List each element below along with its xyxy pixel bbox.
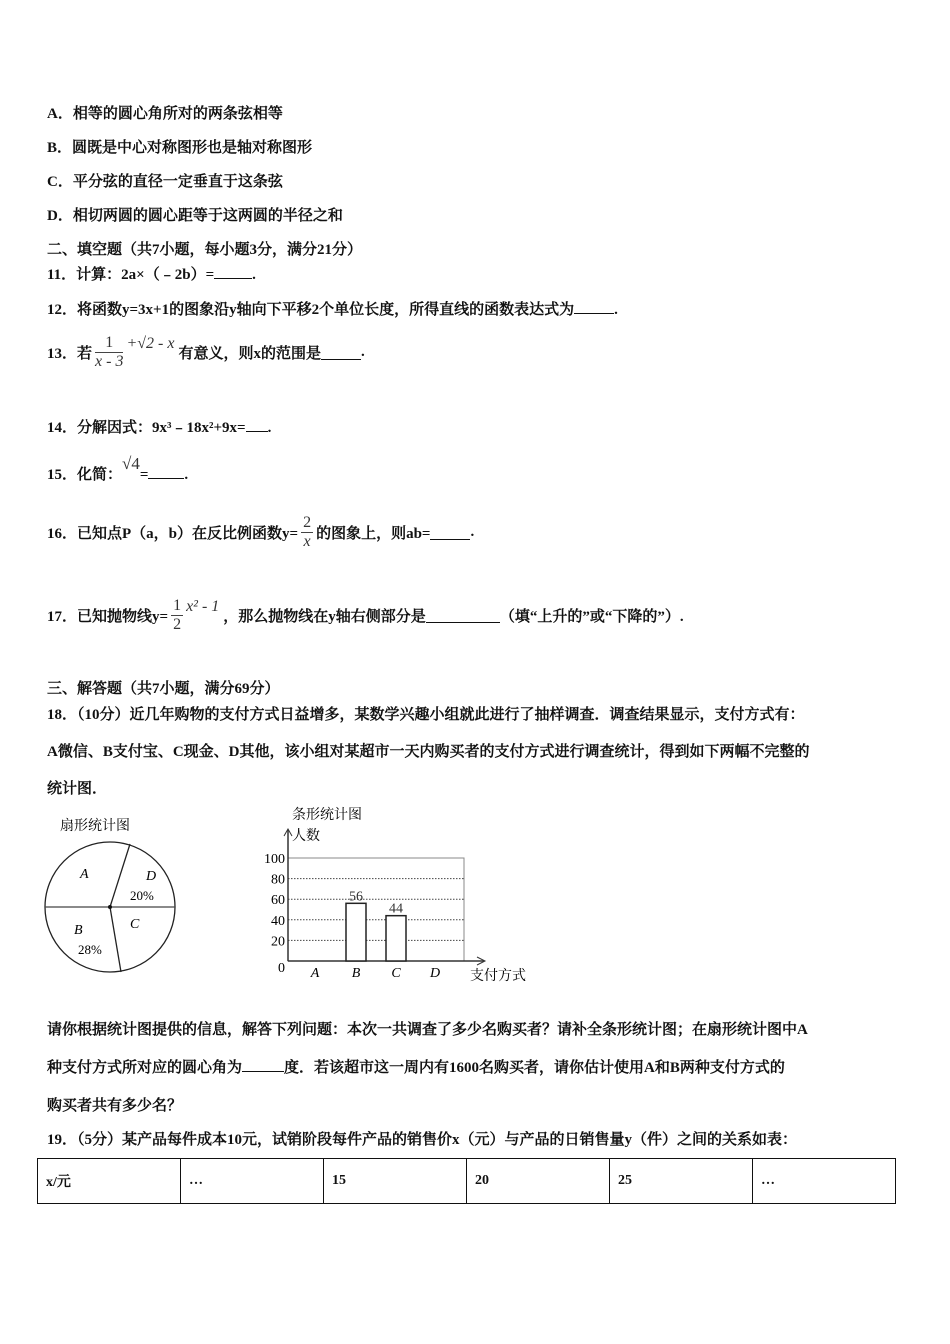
q15-end: .	[184, 467, 189, 483]
plot-frame	[288, 858, 464, 961]
q17-fraction	[171, 597, 183, 634]
numerator: 1	[173, 597, 182, 614]
bar-B	[346, 903, 366, 961]
x-tick-label: B	[351, 966, 361, 981]
q14-end: .	[267, 420, 272, 436]
table-cell: …	[181, 1159, 324, 1204]
q13-fraction	[95, 334, 123, 371]
x-axis-label: 支付方式	[470, 969, 526, 984]
bar-chart	[264, 806, 526, 984]
slice-value-d: 20%	[130, 888, 154, 903]
option-c: C．平分弦的直径一定垂直于这条弦	[47, 174, 283, 190]
slice-label-c: C	[130, 917, 140, 932]
price-sales-table	[37, 1158, 896, 1204]
q12-end: .	[614, 302, 618, 318]
answer-blank	[242, 1057, 284, 1072]
question-19: 19．（5分）某产品每件成本10元，试销阶段每件产品的销售价x（元）与产品的日销售量y（件）之间的关系如表：	[47, 1132, 798, 1148]
q18-question-line-1: 请你根据统计图提供的信息，解答下列问题：本次一共调查了多少名购买者？请补全条形统计图；在扇形统计图中A	[47, 1022, 808, 1038]
charts	[0, 800, 950, 1000]
y-tick-label: 20	[271, 934, 285, 950]
table-cell: …	[753, 1159, 896, 1204]
answer-blank	[148, 464, 184, 479]
q16-fraction	[301, 514, 313, 551]
y-tick-label: 80	[271, 872, 285, 888]
numerator: 2	[303, 514, 312, 531]
slice-label-d: D	[146, 869, 157, 884]
answer-blank	[574, 299, 614, 314]
q18-line-2: A微信、B支付宝、C现金、D其他，该小组对某超市一天内购买者的支付方式进行调查统计，得到如下两幅不完整的	[47, 744, 810, 760]
question-17	[47, 597, 684, 634]
q11-end: .	[252, 267, 256, 283]
bar-title: 条形统计图	[292, 808, 362, 823]
q16-end: .	[470, 524, 475, 540]
q17-post: ，那么抛物线在y轴右侧部分是	[223, 609, 426, 625]
answer-blank	[246, 417, 268, 432]
table-row	[38, 1159, 896, 1204]
q18-l2a: 种支付方式所对应的圆心角为	[47, 1060, 243, 1076]
section-2-heading: 二、填空题（共7小题，每小题3分，满分21分）	[47, 242, 363, 258]
data-label: 44	[389, 901, 403, 917]
q14-text: 14．分解因式：9x³﹣18x²+9x=	[47, 420, 246, 436]
question-16	[47, 514, 474, 551]
q13-end: .	[360, 344, 365, 360]
y-tick-label: 40	[271, 913, 285, 929]
q12-text: 12．将函数y=3x+1的图象沿y轴向下平移2个单位长度，所得直线的函数表达式为	[47, 302, 575, 318]
answer-blank	[321, 345, 361, 360]
pie-divider	[110, 844, 130, 907]
bar-C	[386, 916, 406, 961]
y-tick-label: 0	[278, 961, 285, 976]
q15-radical: √4	[122, 454, 140, 473]
pie-center	[108, 905, 112, 909]
question-11	[47, 263, 256, 284]
table-cell: 25	[610, 1159, 753, 1204]
table-cell: 20	[467, 1159, 610, 1204]
y-axis-label: 人数	[292, 829, 320, 844]
denominator: x - 3	[95, 353, 124, 370]
y-tick-label: 60	[271, 893, 285, 909]
q13-post: 有意义，则x的范围是	[178, 346, 321, 362]
x-tick-label: D	[429, 966, 441, 981]
option-a: A．相等的圆心角所对的两条弦相等	[47, 106, 283, 122]
numerator: 1	[95, 334, 123, 353]
q13-pre: 13．若	[47, 346, 93, 362]
pie-divider	[110, 907, 121, 972]
answer-blank	[214, 264, 252, 279]
denominator: x	[303, 533, 311, 550]
answer-blank	[430, 525, 470, 540]
y-tick-label: 100	[264, 852, 285, 867]
x-tick-label: C	[391, 966, 401, 981]
data-label: 56	[349, 889, 363, 905]
q16-pre: 16．已知点P（a，b）在反比例函数y=	[47, 526, 299, 542]
pie-title: 扇形统计图	[60, 819, 130, 834]
question-13	[47, 334, 365, 371]
q17-end: （填“上升的”或“下降的”）.	[499, 609, 684, 625]
pie-chart	[45, 817, 175, 972]
x-tick-label: A	[310, 966, 320, 981]
q18-question-line-3: 购买者共有多少名？	[47, 1098, 183, 1114]
slice-label-a: A	[80, 867, 89, 882]
slice-label-b: B	[74, 923, 83, 938]
question-14	[47, 416, 271, 437]
q18-question-line-2	[47, 1056, 785, 1077]
q17-tail: x² - 1	[186, 597, 220, 615]
q15-post: =	[139, 467, 149, 483]
q13-radical: +√2 - x	[126, 334, 175, 352]
question-12	[47, 298, 618, 319]
answer-blank	[426, 608, 500, 623]
q16-post: 的图象上，则ab=	[316, 526, 431, 542]
option-b: B．圆既是中心对称图形也是轴对称图形	[47, 140, 313, 156]
slice-value-b: 28%	[78, 942, 102, 957]
q11-text: 11．计算：2a×（﹣2b）=	[47, 267, 215, 283]
question-15	[47, 454, 189, 484]
section-3-heading: 三、解答题（共7小题，满分69分）	[47, 681, 280, 697]
denominator: 2	[173, 616, 182, 633]
table-cell: 15	[324, 1159, 467, 1204]
table-cell: x/元	[38, 1159, 181, 1204]
q18-l2b: 度．若该超市这一周内有1600名购买者，请你估计使用A和B两种支付方式的	[284, 1060, 785, 1076]
option-d: D．相切两圆的圆心距等于这两圆的半径之和	[47, 208, 343, 224]
q17-pre: 17．已知抛物线y=	[47, 609, 169, 625]
q18-line-1: 18．（10分）近几年购物的支付方式日益增多，某数学兴趣小组就此进行了抽样调查．调查结果显示，支付方式有：	[47, 707, 805, 723]
q15-pre: 15．化简：	[47, 467, 123, 483]
q18-line-3: 统计图．	[47, 781, 108, 797]
